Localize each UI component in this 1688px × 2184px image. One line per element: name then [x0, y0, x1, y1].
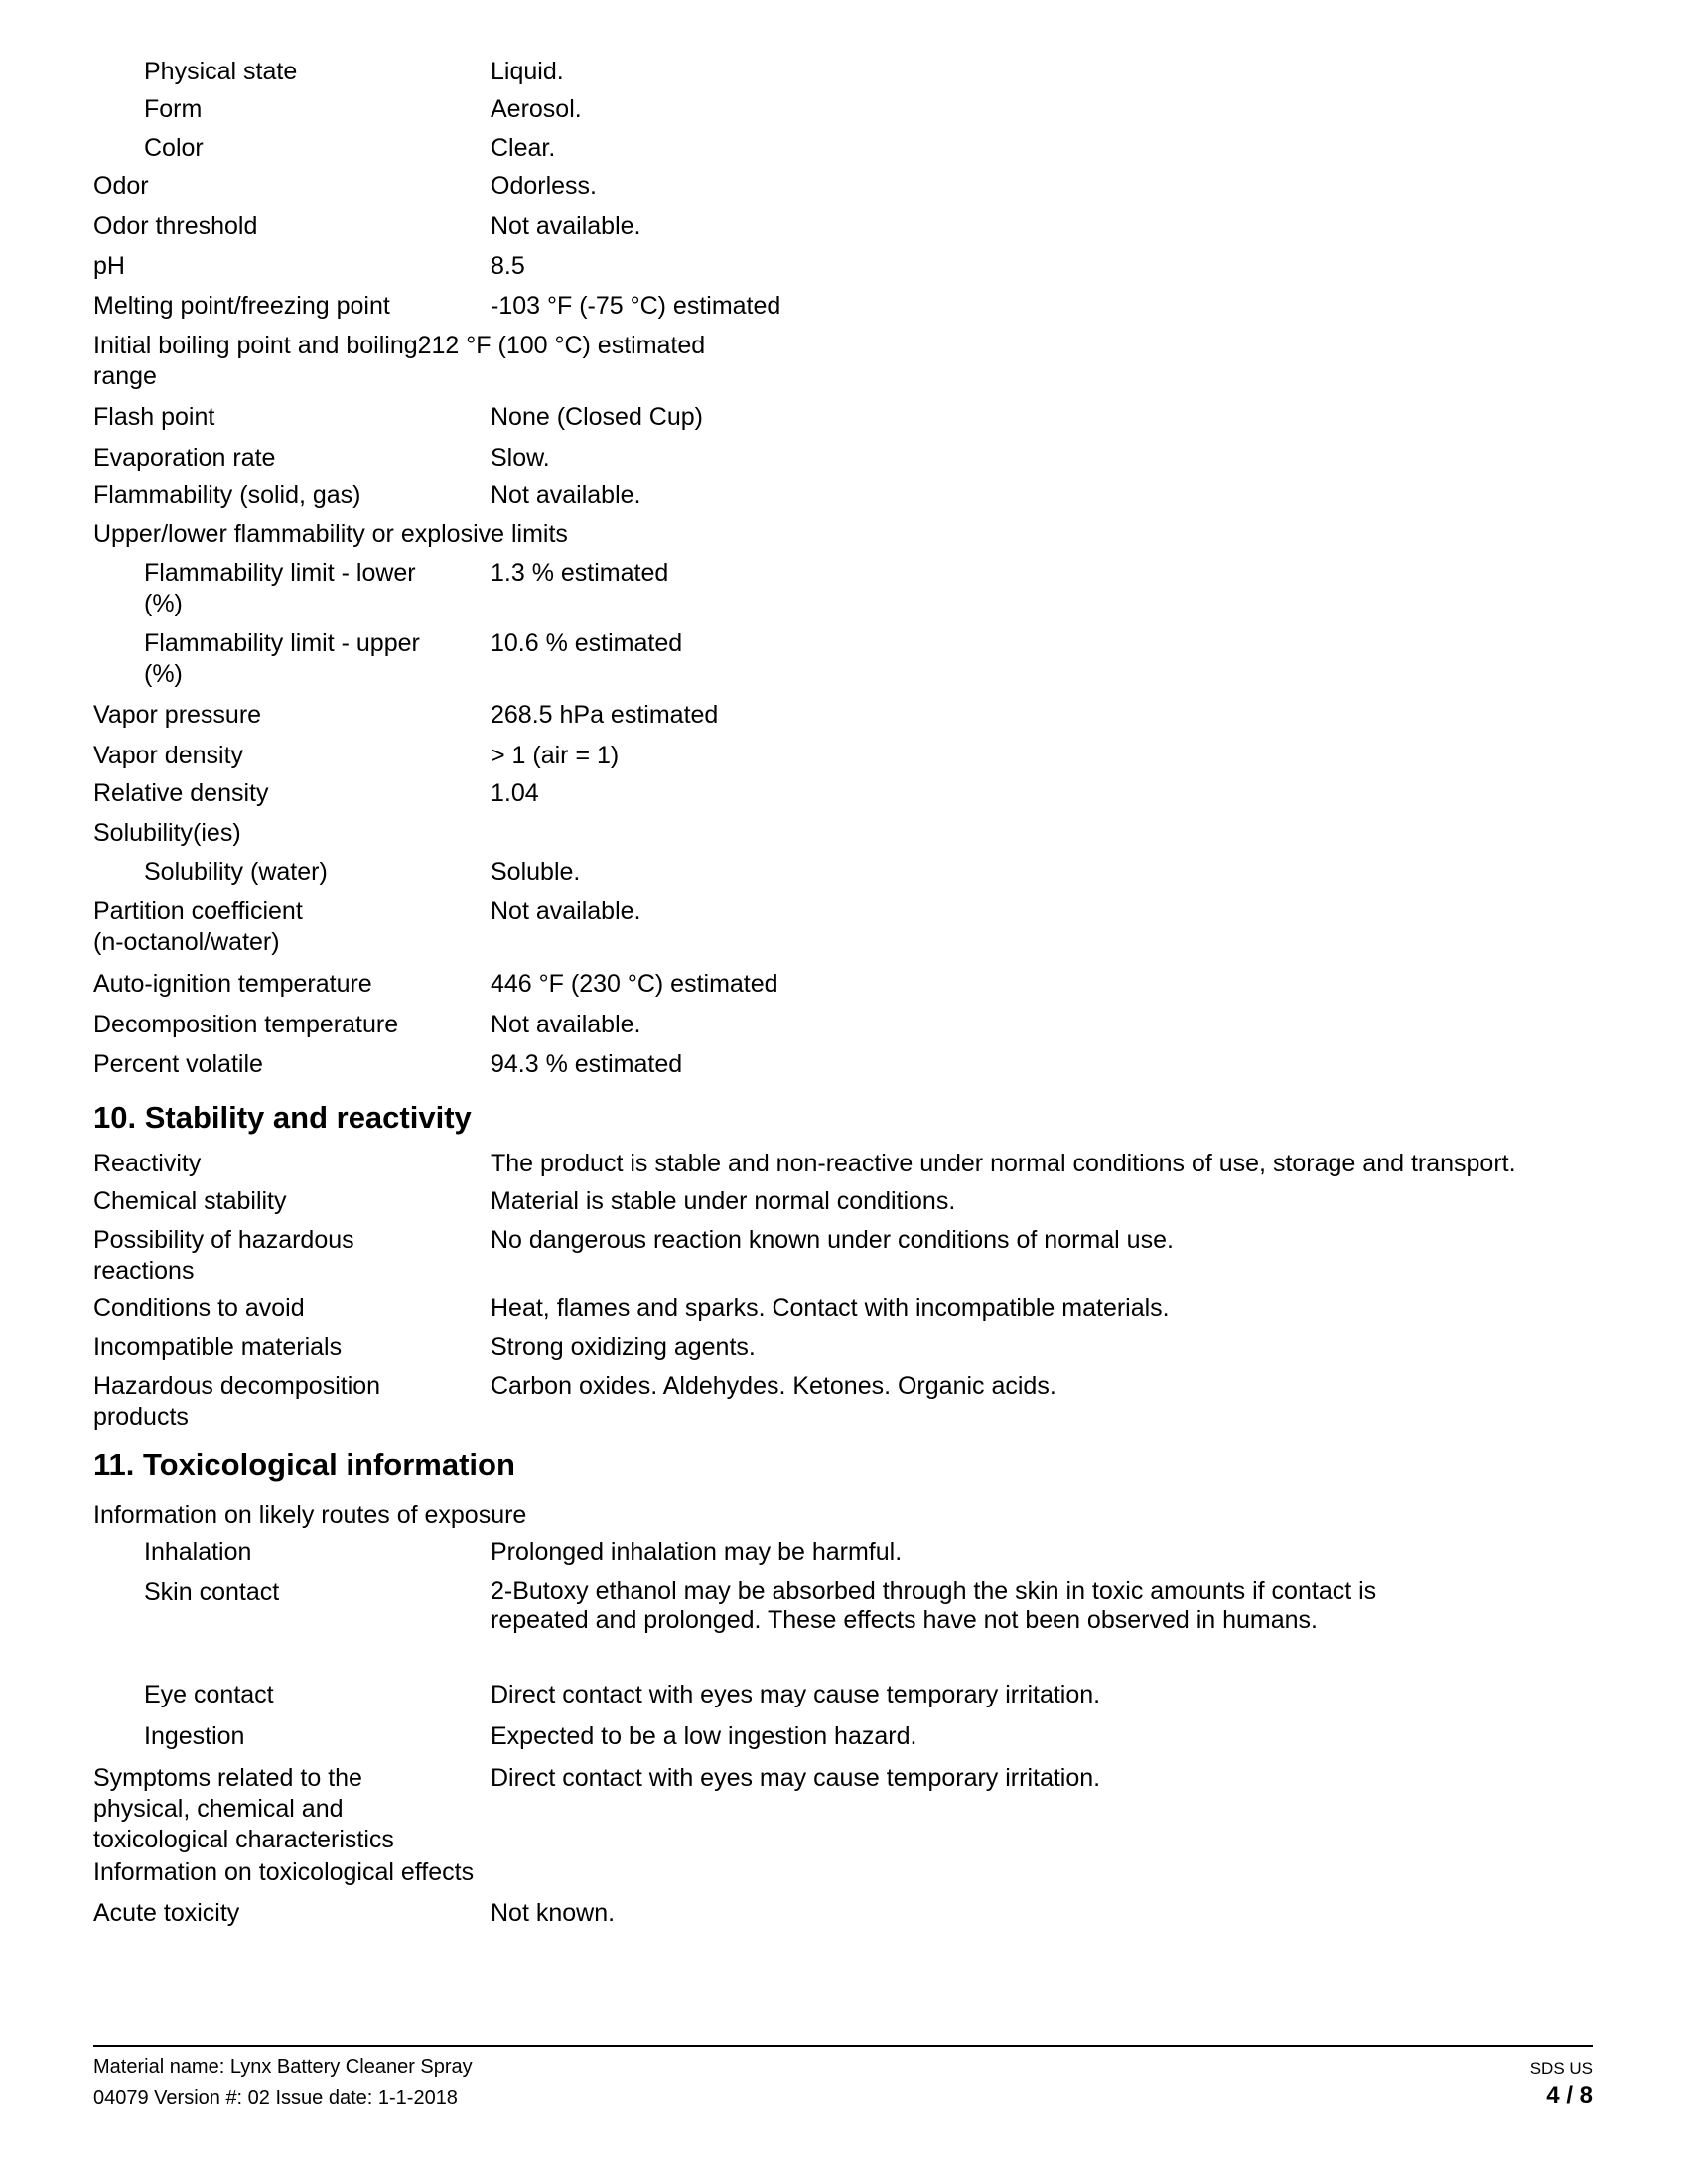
stability-row	[93, 1294, 1583, 1324]
property-row	[93, 857, 1583, 887]
property-label: Physical state	[144, 58, 298, 85]
toxicology-row	[93, 1537, 1583, 1568]
effects-subheading	[93, 1857, 1583, 1888]
property-value: Not available.	[491, 481, 641, 509]
toxicology-value: Direct contact with eyes may cause temporary irritation.	[491, 1681, 1101, 1708]
property-row	[93, 741, 1583, 771]
property-label: Partition coefficient (n-octanol/water)	[93, 897, 303, 956]
stability-value: The product is stable and non-reactive under normal conditions of use, storage and transport.	[491, 1150, 1516, 1177]
property-label: Solubility(ies)	[93, 819, 241, 847]
property-label: Flash point	[93, 403, 215, 431]
property-row	[93, 558, 1583, 619]
property-row	[93, 57, 1583, 87]
stability-row	[93, 1149, 1583, 1179]
property-row	[93, 133, 1583, 164]
stability-value: Strong oxidizing agents.	[491, 1333, 756, 1361]
toxicology-row	[93, 1577, 1583, 1635]
property-value: Slow.	[491, 444, 550, 472]
property-row	[93, 402, 1583, 433]
property-label: Odor threshold	[93, 212, 258, 240]
property-value: -103 °F (-75 °C) estimated	[491, 292, 781, 320]
property-value: Not available.	[491, 897, 641, 925]
property-row	[93, 1010, 1583, 1040]
stability-label: Chemical stability	[93, 1187, 287, 1215]
toxicology-label: Symptoms related to the physical, chemical and toxicological characteristics	[93, 1764, 394, 1853]
section-11-heading: 11. Toxicological information	[93, 1447, 515, 1482]
stability-value: Heat, flames and sparks. Contact with incompatible materials.	[491, 1295, 1170, 1322]
property-row	[93, 628, 1583, 690]
property-label: Vapor pressure	[93, 701, 262, 729]
property-value: Aerosol.	[491, 95, 582, 123]
stability-row	[93, 1371, 1583, 1433]
property-row	[93, 211, 1583, 242]
toxicology-value: Not known.	[491, 1899, 616, 1927]
property-label: Flammability limit - lower (%)	[144, 559, 416, 617]
property-label: Evaporation rate	[93, 444, 276, 472]
section-10-heading: 10. Stability and reactivity	[93, 1100, 472, 1135]
property-label: Melting point/freezing point	[93, 292, 390, 320]
toxicology-row	[93, 1763, 1583, 1855]
property-label: Color	[144, 134, 204, 162]
stability-label: Hazardous decomposition products	[93, 1372, 381, 1431]
property-row	[93, 896, 1583, 958]
property-value: 1.3 % estimated	[491, 559, 669, 587]
toxicology-row	[93, 1680, 1583, 1710]
property-label: Vapor density	[93, 742, 244, 769]
stability-value: No dangerous reaction known under conditions of normal use.	[491, 1226, 1174, 1254]
property-label: Upper/lower flammability or explosive limits	[93, 520, 568, 548]
stability-value: Carbon oxides. Aldehydes. Ketones. Organic acids.	[491, 1372, 1056, 1400]
stability-label: Conditions to avoid	[93, 1295, 305, 1322]
property-value: 8.5	[491, 252, 525, 280]
property-value: Odorless.	[491, 172, 597, 200]
property-value: Not available.	[491, 212, 641, 240]
toxicology-label: Eye contact	[144, 1681, 274, 1708]
toxicology-label: Ingestion	[144, 1722, 245, 1750]
toxicology-value: Direct contact with eyes may cause temporary irritation.	[491, 1764, 1101, 1792]
property-row	[93, 480, 1583, 511]
footer-sds-label: SDS US	[1529, 2059, 1593, 2078]
property-label: pH	[93, 252, 125, 280]
property-label: Initial boiling point and boiling range	[93, 332, 418, 390]
toxicology-label: Acute toxicity	[93, 1899, 240, 1927]
property-subheading	[93, 519, 1583, 550]
property-label: Flammability limit - upper (%)	[144, 629, 420, 688]
property-value: > 1 (air = 1)	[491, 742, 620, 769]
property-row	[93, 331, 1583, 392]
property-row	[93, 700, 1583, 731]
property-row	[93, 291, 1583, 322]
stability-row	[93, 1332, 1583, 1363]
property-row	[93, 1049, 1583, 1080]
property-value: 268.5 hPa estimated	[491, 701, 719, 729]
property-label: Relative density	[93, 779, 269, 807]
stability-label: Incompatible materials	[93, 1333, 343, 1361]
property-value: Clear.	[491, 134, 556, 162]
property-label: Solubility (water)	[144, 858, 328, 886]
property-value: Soluble.	[491, 858, 581, 886]
stability-value: Material is stable under normal conditions.	[491, 1187, 956, 1215]
property-label: Decomposition temperature	[93, 1011, 399, 1038]
property-row	[93, 251, 1583, 282]
toxicology-label: Skin contact	[144, 1578, 280, 1606]
property-label: Auto-ignition temperature	[93, 970, 372, 998]
footer-page-number: 4 / 8	[1546, 2082, 1593, 2109]
property-row	[93, 778, 1583, 809]
toxicology-value: Expected to be a low ingestion hazard.	[491, 1722, 917, 1750]
property-value: 212 °F (100 °C) estimated	[417, 332, 706, 359]
stability-label: Reactivity	[93, 1150, 202, 1177]
toxicology-row	[93, 1898, 1583, 1929]
stability-row	[93, 1186, 1583, 1217]
property-label: Percent volatile	[93, 1050, 263, 1078]
property-label: Flammability (solid, gas)	[93, 481, 361, 509]
property-value: None (Closed Cup)	[491, 403, 703, 431]
property-value: 10.6 % estimated	[491, 629, 683, 657]
toxicology-value: Prolonged inhalation may be harmful.	[491, 1538, 903, 1566]
property-row	[93, 94, 1583, 125]
footer-version: 04079 Version #: 02 Issue date: 1-1-2018	[93, 2087, 458, 2109]
property-label: Form	[144, 95, 203, 123]
property-value: Liquid.	[491, 58, 564, 85]
routes-label: Information on likely routes of exposure	[93, 1501, 527, 1529]
effects-label: Information on toxicological effects	[93, 1858, 475, 1886]
property-label: Odor	[93, 172, 149, 200]
toxicology-label: Inhalation	[144, 1538, 252, 1566]
stability-row	[93, 1225, 1583, 1287]
footer-material-name: Material name: Lynx Battery Cleaner Spray	[93, 2056, 473, 2078]
stability-label: Possibility of hazardous reactions	[93, 1226, 354, 1285]
property-row	[93, 969, 1583, 1000]
toxicology-row	[93, 1721, 1583, 1752]
property-value: 446 °F (230 °C) estimated	[491, 970, 778, 998]
toxicology-value: 2-Butoxy ethanol may be absorbed through the skin in toxic amounts if contact is repeated and prolonged. These effects have not been observed in humans.	[491, 1577, 1377, 1634]
property-value: 94.3 % estimated	[491, 1050, 683, 1078]
property-row	[93, 171, 1583, 202]
property-value: 1.04	[491, 779, 539, 807]
property-row	[93, 818, 1583, 849]
footer-divider	[93, 2045, 1593, 2047]
routes-subheading	[93, 1500, 1583, 1531]
property-row	[93, 443, 1583, 474]
property-value: Not available.	[491, 1011, 641, 1038]
